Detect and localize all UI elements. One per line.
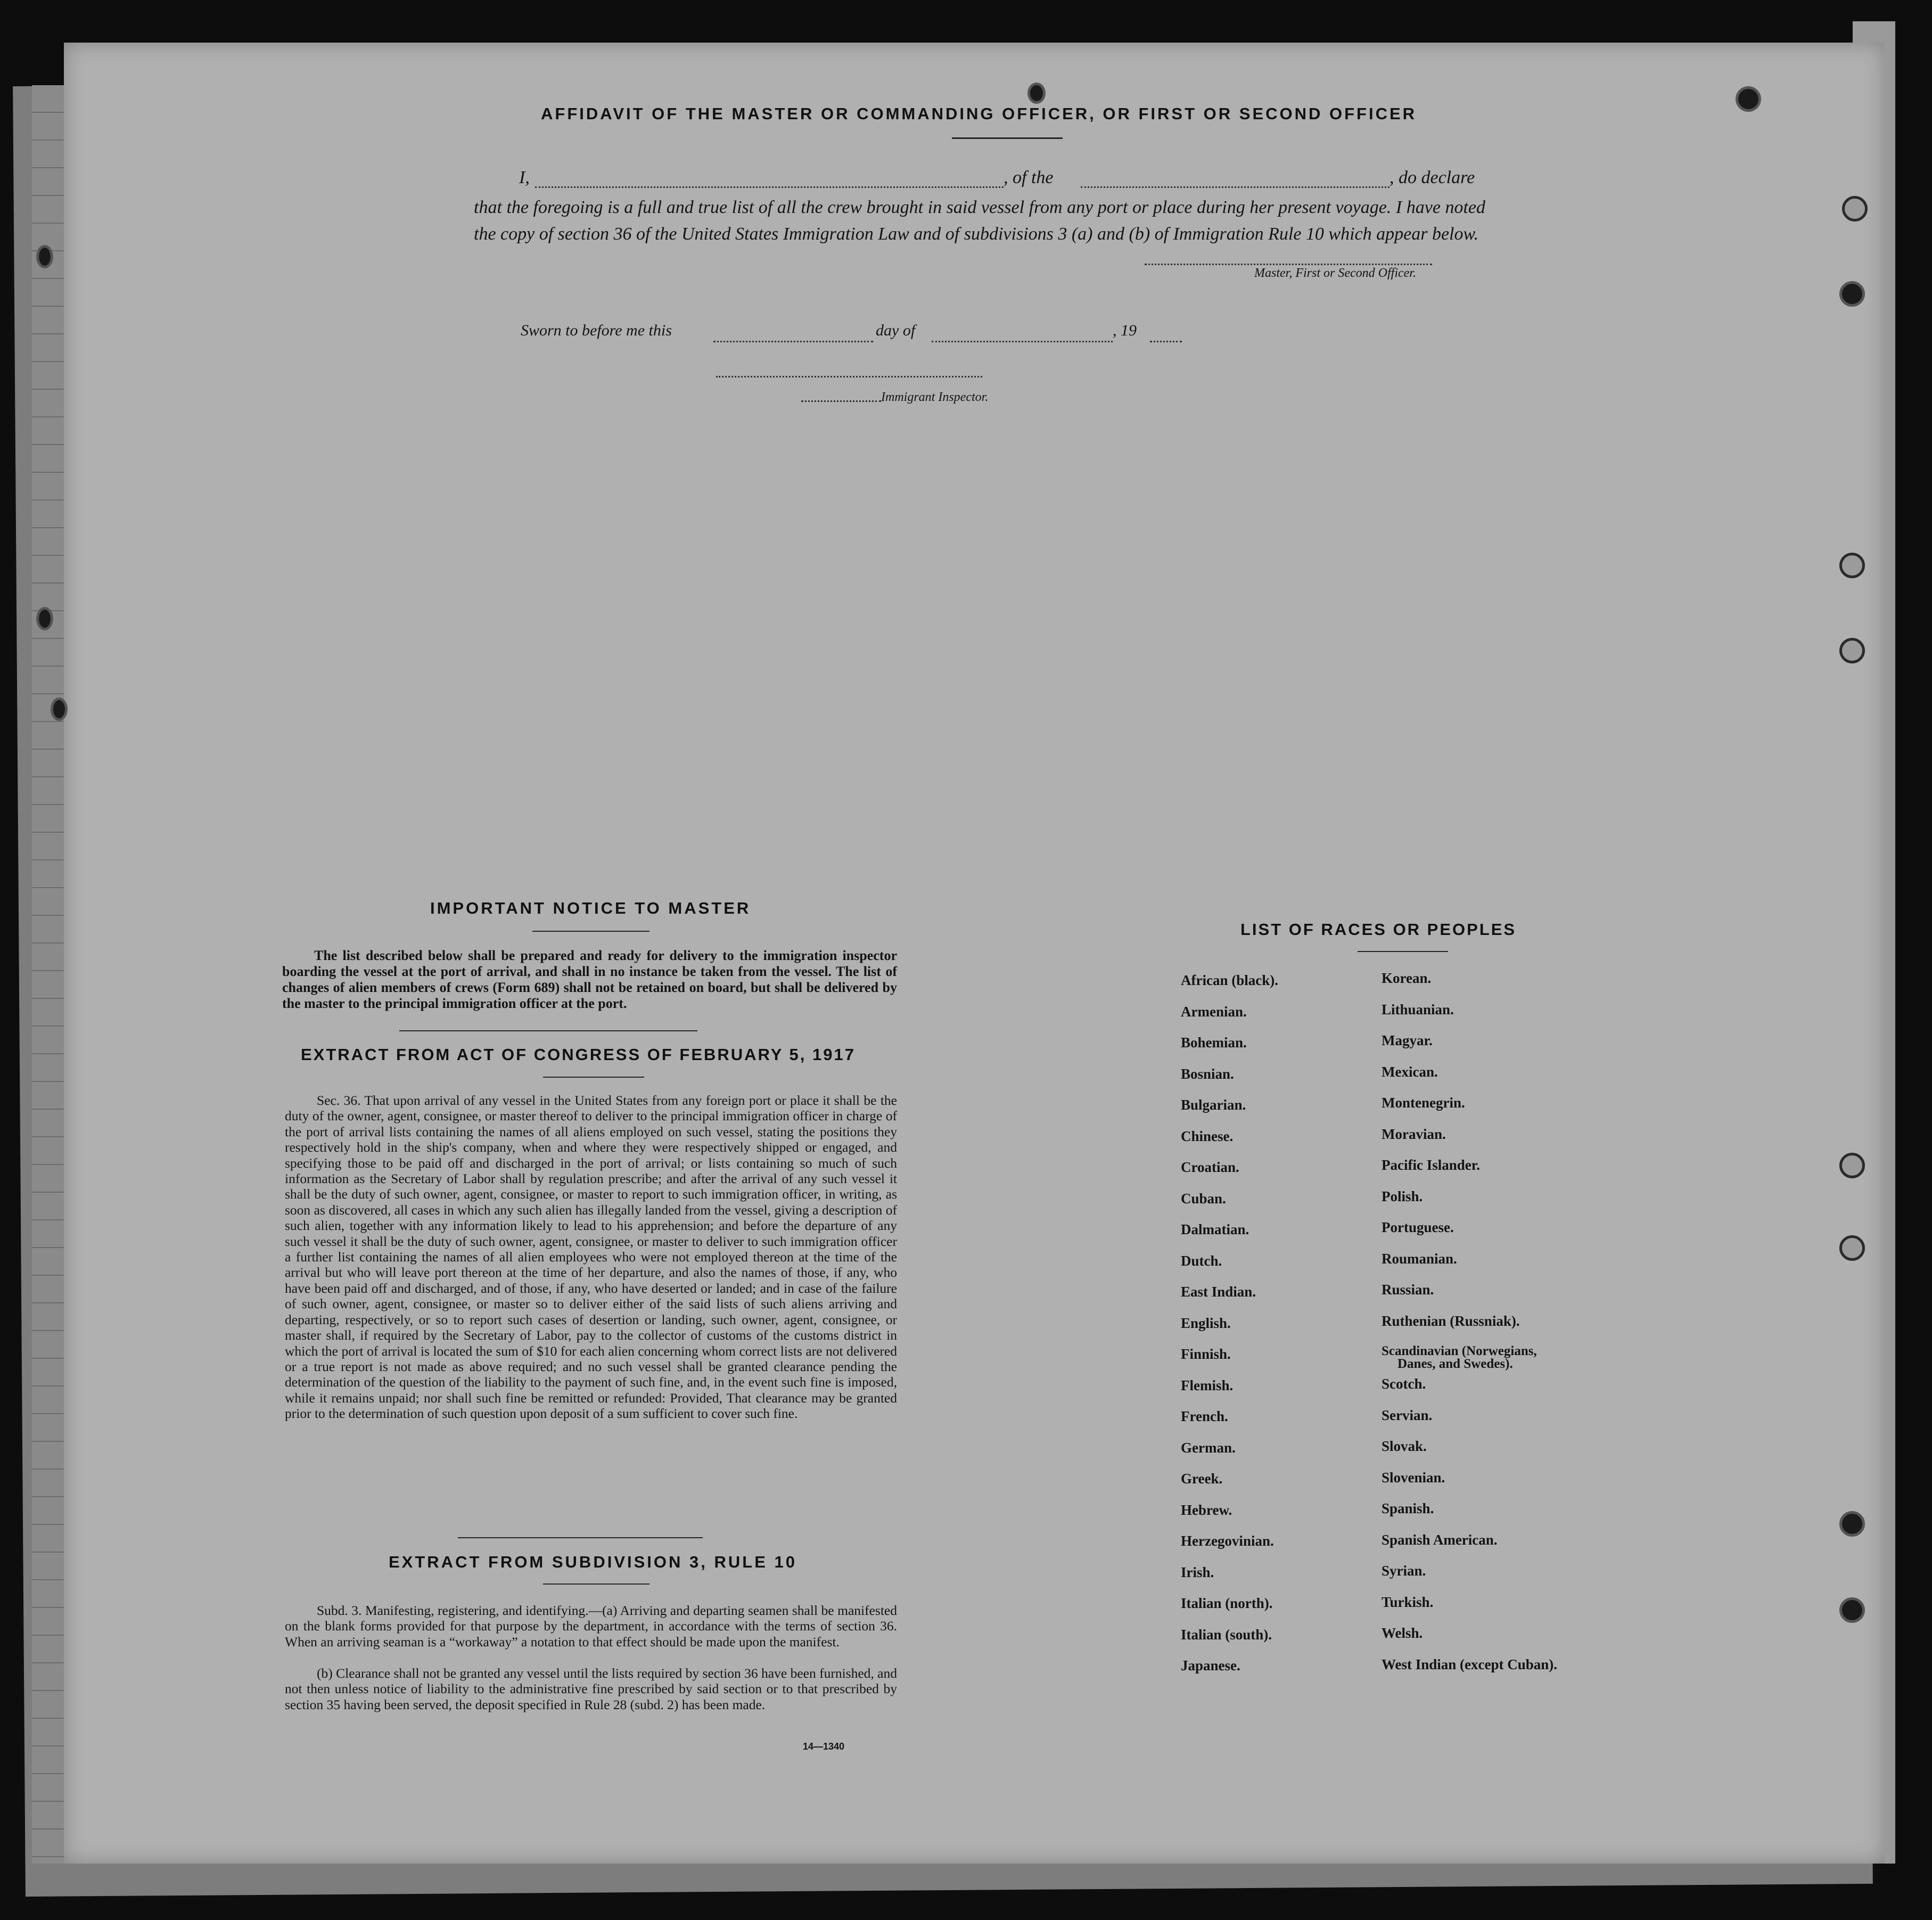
sworn-year-blank (1150, 341, 1182, 342)
form-number: 14—1340 (803, 1741, 845, 1752)
race-list-item: Roumanian. (1382, 1250, 1457, 1267)
heading-rule (532, 931, 650, 932)
notice-body: The list described below shall be prepared and ready for delivery to the immigration inspector boarding the vessel at the port of arrival, and shall in no instance be taken from the vessel. The list of changes of alien members of crews (Form 689) shall not be retained on board, but shall be delivered by the master to the principal immigration officer at the port. (282, 948, 897, 1011)
race-list-item: Dutch. (1181, 1252, 1222, 1269)
race-list-item: Flemish. (1181, 1377, 1234, 1393)
race-list-item: Portuguese. (1382, 1219, 1454, 1235)
binder-hole-icon (36, 607, 53, 630)
race-list-item: Bulgarian. (1181, 1097, 1246, 1113)
race-list-item: Slovak. (1382, 1438, 1427, 1454)
race-list-item: Korean. (1382, 970, 1432, 986)
race-list-item: East Indian. (1181, 1284, 1256, 1300)
sworn-year: , 19 (1113, 322, 1137, 339)
race-list-item: Armenian. (1181, 1003, 1247, 1020)
race-list-item: Magyar. (1382, 1032, 1433, 1048)
race-list-item: Pacific Islander. (1382, 1157, 1480, 1173)
sworn-day-blank (713, 341, 873, 342)
inspector-signature-blank-2 (801, 400, 881, 402)
race-list-item: Japanese. (1181, 1658, 1240, 1673)
race-list-item: Bohemian. (1181, 1035, 1247, 1051)
rule-extract-para-b: (b) Clearance shall not be granted any vessel until the lists required by section 36 have been furnished, and not then unless notice of liability to the administrative fine prescribed by said section or to that prescribed by section 35 having been served, the deposit specified in Rule 28 (subd. 2) has been made. (285, 1665, 897, 1712)
race-list-item: Finnish. (1181, 1346, 1231, 1362)
race-list-item: German. (1181, 1439, 1236, 1456)
race-list-item: Dalmatian. (1181, 1221, 1249, 1237)
binder-hole-icon (1027, 83, 1046, 104)
race-list-item: Ruthenian (Russniak). (1382, 1312, 1520, 1329)
ruled-edge-strip (32, 85, 64, 1864)
inspector-signature-blank (716, 376, 982, 378)
sworn-prefix: Sworn to before me this (521, 322, 672, 339)
binder-hole-icon (1839, 1153, 1865, 1178)
races-heading: LIST OF RACES OR PEOPLES (1240, 920, 1517, 939)
race-list-item: Mexican. (1382, 1063, 1438, 1080)
affidavit-body: that the foregoing is a full and true list of all the crew brought in said vessel from any port or place during her present voyage. I have noted the copy of section 36 of the United States Immigration Law and of subdivisions 3 (a) and (b) of Immigration Rule 10 which appear below. (474, 198, 1485, 244)
race-list-item: Bosnian. (1181, 1065, 1234, 1082)
section-rule (399, 1030, 697, 1031)
race-list-item: Irish. (1181, 1564, 1214, 1580)
inspector-label: Immigrant Inspector. (881, 390, 989, 404)
rule-extract-para-a: Subd. 3. Manifesting, registering, and identifying.—(a) Arriving and departing seamen shall be manifested on the blank forms provided for that purpose by the department, in accordance with the terms of section 36. When an arriving seaman is a “workaway” a notation to that effect should be made upon the manifest. (285, 1603, 897, 1650)
heading-rule (543, 1077, 644, 1078)
binder-hole-icon (1839, 553, 1865, 578)
sworn-month-blank (932, 341, 1113, 342)
race-list-item: Polish. (1382, 1188, 1423, 1204)
binder-hole-icon (1839, 1511, 1865, 1537)
affidavit-i: I, (519, 168, 530, 187)
binder-hole-icon (51, 698, 68, 721)
race-list-item: Greek. (1181, 1471, 1223, 1487)
race-list-item: Croatian. (1181, 1159, 1239, 1175)
race-list-item: Slovenian. (1382, 1469, 1445, 1486)
affidavit-heading: AFFIDAVIT OF THE MASTER OR COMMANDING OFFICER, OR FIRST OR SECOND OFFICER (541, 104, 1417, 123)
race-list-item: Montenegrin. (1382, 1095, 1465, 1111)
race-list-item: Welsh. (1382, 1625, 1423, 1641)
race-list-item: Danes, and Swedes). (1397, 1357, 1513, 1371)
master-name-blank (535, 186, 1004, 188)
race-list-item: Scotch. (1382, 1376, 1426, 1392)
race-list-item: Cuban. (1181, 1190, 1226, 1207)
race-list-item: Spanish American. (1382, 1531, 1498, 1548)
notice-heading: IMPORTANT NOTICE TO MASTER (430, 899, 751, 917)
signature-label: Master, First or Second Officer. (1254, 266, 1416, 280)
race-list-item: West Indian (except Cuban). (1382, 1656, 1558, 1672)
sworn-day-of: day of (876, 322, 916, 339)
heading-rule (1358, 951, 1448, 952)
binder-hole-icon (1736, 86, 1761, 112)
race-list-item: Spanish. (1382, 1500, 1434, 1516)
act-extract-heading: EXTRACT FROM ACT OF CONGRESS OF FEBRUARY 5, 1917 (301, 1045, 856, 1064)
race-list-item: Herzegovinian. (1181, 1533, 1274, 1549)
heading-rule (543, 1583, 650, 1585)
race-list-item: African (black). (1181, 972, 1278, 988)
binder-hole-icon (1839, 638, 1865, 663)
act-extract-body: Sec. 36. That upon arrival of any vessel in the United States from any foreign port or place it shall be the duty of the owner, agent, consignee, or master thereof to deliver to the principal immigration officer in charge of the port of arrival lists containing the names of all aliens employed on such vessel, stating the positions they respectively hold in the ship's company, when and where they were respectively shipped or engaged, and specifying those to be paid off and discharged in the port of arrival; or lists containing so much of such information as the Secretary of Labor shall by regulation prescribe; and after the arrival of any such vessel it shall be the duty of such owner, agent, consignee, or master to report to such immigration officer, in writing, as soon as discovered, all cases in which any such alien has illegally landed from the vessel, giving a description of such alien, together with any information likely to lead to his apprehension; and before the departure of any such vessel it shall be the duty of such owner, agent, consignee, or master to deliver to such immigration officer a further list containing the names of all alien employees who were not employed thereon at the time of the arrival but who will leave port thereon at the time of her departure, and also the names of those, if any, who have been paid off and discharged, and of those, if any, who have deserted or landed; and in case of the failure of such owner, agent, consignee, or master so to deliver either of the said lists of such aliens arriving and departing, respectively, or so to report such cases of desertion or landing, such owner, agent, consignee, or master shall, if required by the Secretary of Labor, pay to the collector of customs of the customs district in which the port of arrival is located the sum of $10 for each alien concerning whom correct lists are not delivered or a true report is not made as above required; and no such vessel shall be granted clearance pending the determination of the question of the liability to the payment of such fine, and, in the event such fine is imposed, while it remains unpaid; nor shall such fine be remitted or refunded: Provided, That clearance may be granted prior to the determination of such question upon deposit of a sum sufficient to cover such fine. (285, 1093, 897, 1422)
race-list-item: Italian (south). (1181, 1626, 1272, 1643)
heading-rule (952, 137, 1063, 139)
affidavit-do-declare: , do declare (1390, 168, 1475, 187)
race-list-item: Scandinavian (Norwegians, (1382, 1344, 1537, 1358)
race-list-item: Russian. (1382, 1282, 1434, 1298)
race-list-item: Turkish. (1382, 1594, 1434, 1610)
rule-extract-heading: EXTRACT FROM SUBDIVISION 3, RULE 10 (389, 1553, 797, 1571)
vessel-name-blank (1081, 186, 1390, 188)
section-rule (458, 1537, 703, 1538)
binder-hole-icon (1842, 196, 1868, 221)
race-list-item: Moravian. (1382, 1126, 1446, 1142)
binder-hole-icon (1839, 1235, 1865, 1261)
race-list-item: Syrian. (1382, 1563, 1426, 1579)
race-list-item: English. (1181, 1315, 1231, 1331)
race-list-item: Servian. (1382, 1407, 1433, 1423)
binder-hole-icon (1839, 1597, 1865, 1623)
race-list-item: French. (1181, 1408, 1228, 1424)
binder-hole-icon (1839, 281, 1865, 307)
signature-blank (1145, 264, 1432, 265)
race-list-item: Hebrew. (1181, 1501, 1232, 1518)
race-list-item: Italian (north). (1181, 1595, 1273, 1611)
affidavit-of-the: , of the (1004, 168, 1054, 187)
binder-hole-icon (36, 245, 53, 268)
race-list-item: Lithuanian. (1382, 1001, 1454, 1018)
race-list-item: Chinese. (1181, 1128, 1234, 1144)
